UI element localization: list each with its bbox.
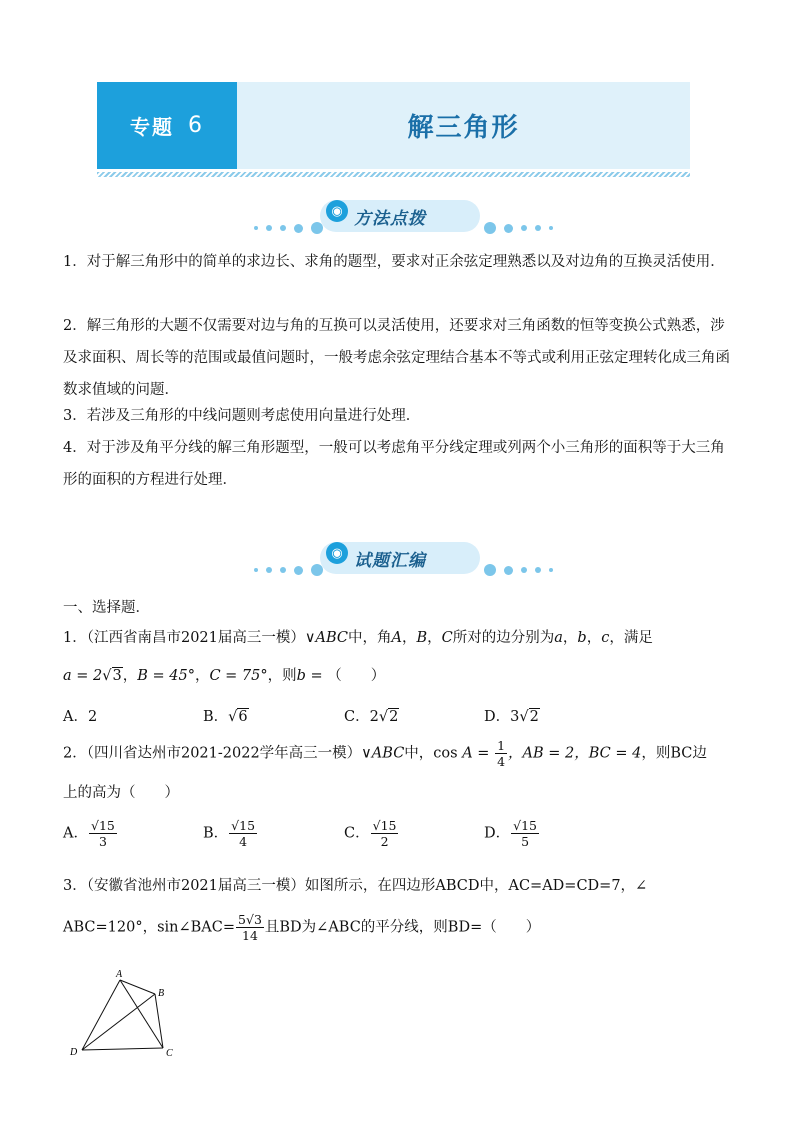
header-divider [97,172,690,177]
question-1-stem: 1．（江西省南昌市2021届高三一模）∨ABC中，角A，B，C所对的边分别为a，b，c，满足 [63,630,653,646]
question-3-stem: 3．（安徽省池州市2021届高三一模）如图所示，在四边形ABCD中，AC=AD=CD=7，∠ [63,878,648,894]
q2-option-c[interactable]: C． $\frac{√15}{2}$ [344,818,397,849]
fraction: $\frac{1}{4}$ [497,738,506,769]
question-3-line2: ABC=120°，sin∠BAC= $\frac{5√3}{14}$ 且BD为∠ABC的平分线，则BD=（ ） [63,912,541,943]
topic-header [97,82,690,169]
method-item-1: 1．对于解三角形中的简单的求边长、求角的题型，要求对正余弦定理熟悉以及对边角的互换灵活使用． [63,254,725,270]
question-1-condition: a = 2√3，B = 45°，C = 75°，则b = （ ） [63,668,386,684]
method-item-3: 3．若涉及三角形的中线问题则考虑使用向量进行处理． [63,408,421,424]
topic-label: 专题 [130,115,174,139]
section-heading: 一、选择题． [63,600,150,616]
topic-badge [97,82,237,169]
q1-option-b[interactable]: B．√6 [203,709,248,725]
page-title: 解三角形 [407,113,520,143]
question-2-line2: 上的高为（ ） [63,785,179,801]
badge-pill [320,542,480,574]
vertex-label-a: A [116,969,123,980]
decorative-dots-left [254,564,323,576]
method-item-4: 4．对于涉及角平分线的解三角形题型，一般可以考虑角平分线定理或列两个小三角形的面积等于大三角形的面积的方程进行处理． [63,440,725,488]
vertex-label-d: D [70,1047,78,1058]
decorative-dots-left [254,222,323,234]
eye-icon: ◉ [326,542,348,564]
q2-option-d[interactable]: D． $\frac{√15}{5}$ [484,818,538,849]
q1-option-d[interactable]: D．3√2 [484,709,539,725]
fraction: $\frac{5√3}{14}$ [238,912,262,943]
badge-label: 方法点拨 [354,209,426,229]
decorative-dots-right [484,564,553,576]
exercise-badge [250,538,550,586]
method-badge [250,196,550,244]
vertex-label-c: C [166,1048,173,1059]
q2-option-b[interactable]: B． $\frac{√15}{4}$ [203,818,256,849]
q1-option-a[interactable]: A．2 [63,709,98,725]
question-2-stem: 2．（四川省达州市2021-2022学年高三一模）∨ABC中，cos A = $\frac{1}{4}$ ，AB = 2，BC = 4，则BC边 [63,738,707,769]
decorative-dots-right [484,222,553,234]
eye-icon: ◉ [326,200,348,222]
badge-label: 试题汇编 [354,551,426,571]
q1-option-c[interactable]: C．2√2 [344,709,399,725]
method-item-2: 2．解三角形的大题不仅需要对边与角的互换可以灵活使用，还要求对三角函数的恒等变换公式熟悉，涉及求面积、周长等的范围或最值问题时，一般考虑余弦定理结合基本不等式或利用正弦定理转化成三角函数求值域的问题． [63,318,730,398]
quadrilateral-figure [60,962,190,1062]
topic-number: 6 [188,113,204,138]
q2-option-a[interactable]: A． $\frac{√15}{3}$ [63,818,115,849]
badge-pill [320,200,480,232]
vertex-label-b: B [158,988,165,999]
